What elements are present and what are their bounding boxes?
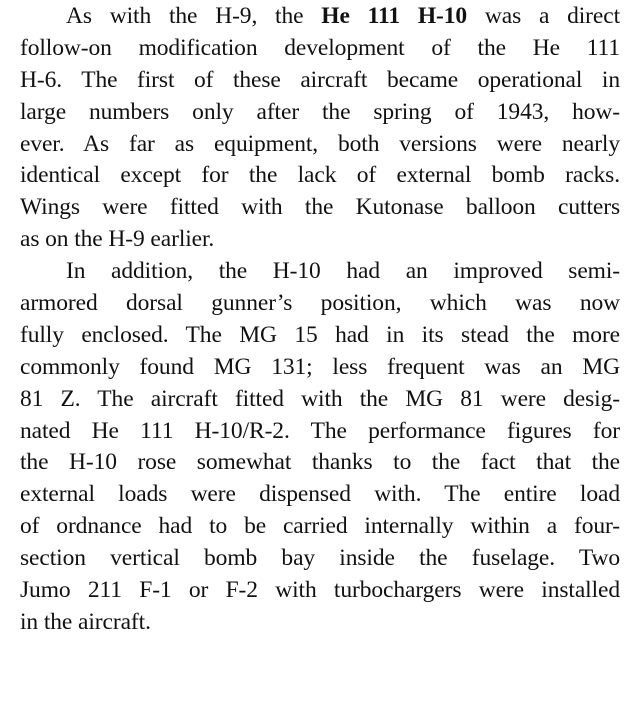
text-line: H-6. The first of these aircraft became operational in: [20, 66, 620, 93]
text-line: armored dorsal gunner’s position, which was now: [20, 290, 620, 317]
text-line: external loads were dispensed with. The entire load: [20, 481, 620, 508]
text-line: the H-10 rose somewhat thanks to the fact that the: [20, 449, 620, 476]
text-line-last: in the aircraft.: [20, 608, 151, 635]
text-line: [20, 1, 620, 33]
text-line: In addition, the H-10 had an improved semi-: [66, 258, 620, 285]
text-line-start: As with the H-9, the: [66, 3, 322, 29]
text-line: large numbers only after the spring of 1943, how-: [20, 98, 620, 125]
text-line: commonly found MG 131; less frequent was an MG: [20, 353, 620, 380]
text-line: nated He 111 H-10/R-2. The performance figures for: [20, 417, 620, 444]
text-line: section vertical bomb bay inside the fuselage. Two: [20, 545, 620, 572]
text-line: 81 Z. The aircraft fitted with the MG 81 were desig-: [20, 385, 620, 412]
text-line: Jumo 211 F-1 or F-2 with turbochargers were installed: [20, 577, 620, 604]
text-line: of ordnance had to be carried internally within a four-: [20, 513, 620, 540]
text-line-last: as on the H-9 earlier.: [20, 226, 215, 253]
text-line: identical except for the lack of external bomb racks.: [20, 162, 620, 189]
text-body: [20, 1, 620, 639]
text-line: follow-on modification development of the He 111: [20, 34, 620, 61]
text-line: fully enclosed. The MG 15 had in its stead the more: [20, 321, 620, 348]
aircraft-designation: He 111 H-10: [321, 3, 468, 29]
text-line-end: was a direct: [467, 3, 620, 29]
text-line: ever. As far as equipment, both versions were nearly: [20, 130, 620, 157]
text-line: Wings were fitted with the Kutonase balloon cutters: [20, 194, 620, 221]
